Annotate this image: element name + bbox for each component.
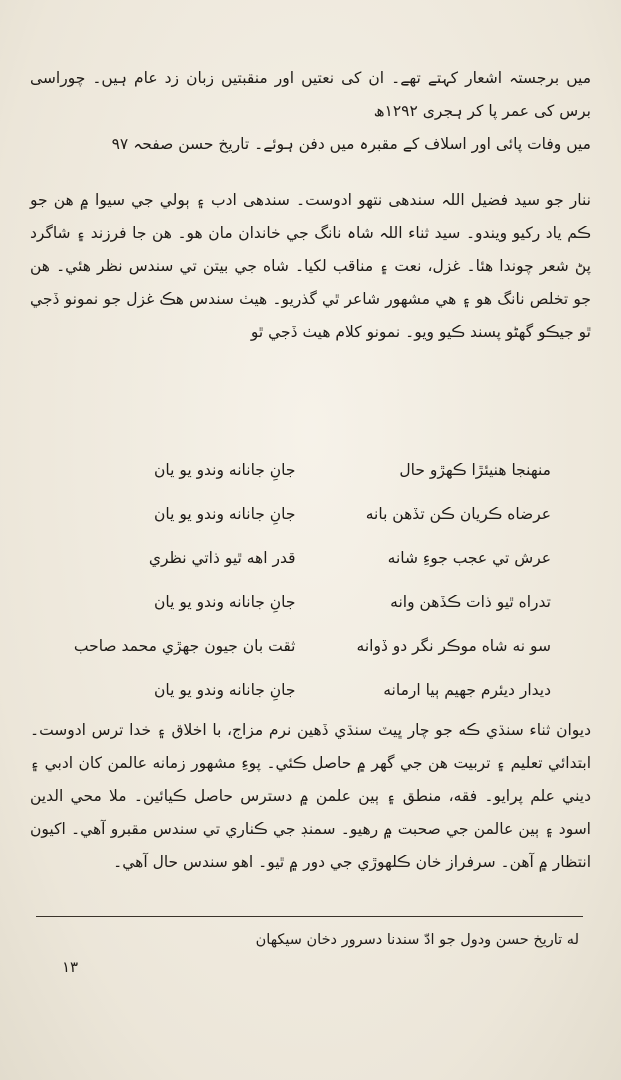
poem-hemistich-second: جانِ جانانه وندو يو يان	[153, 681, 296, 699]
poem-hemistich-second: جانِ جانانه وندو يو يان	[153, 593, 296, 611]
poem-couplet	[30, 624, 591, 668]
paragraph-3	[30, 714, 591, 879]
paragraph-1-line-1: میں برجستہ اشعار کہتے تھے۔ ان کی نعتیں اور منقبتیں زبان زد عام ہیں۔ چوراسی برس کی عمر پا کر ہجری ۱۲۹۲ھ	[30, 69, 591, 120]
poem-couplet	[30, 668, 591, 712]
poem-hemistich-second: جانِ جانانه وندو يو يان	[153, 461, 296, 479]
paragraph-1	[30, 62, 591, 161]
poem-hemistich-first: ديدار ديئرم جهيم ٻيا ارمانه	[383, 681, 551, 699]
footnote-divider	[36, 916, 583, 917]
poem-hemistich-first: منهنجا هنيئڙا ڪهڙو حال	[399, 461, 551, 479]
poem-hemistich-first: سو نه شاه موڪر نگر دو ڏوانه	[356, 637, 551, 655]
paragraph-1-line-2	[30, 128, 591, 161]
poem-hemistich-second: جانِ جانانه وندو يو يان	[153, 505, 296, 523]
paragraph-3-text: ديوان ثناء سنڌي ڪه جو چار ڀيٽ سنڌي ڏهين نرم مزاج، با اخلاق ۽ خدا ترس ادوست۔ ابتدائي تعليم ۽ تربيت هن جي گهر ۾ حاصل ڪئي۔ پوءِ مشهور زمانه عالمن کان ادبي ۽ ديني علم پرايو۔ فقه، منطق ۽ ٻين علمن ۾ دسترس حاصل ڪيائين۔ ملا محي الدين اسود ۽ ٻين عالمن جي صحبت ۾ رهيو۔ سمنڊ جي ڪناري تي سندس مقبرو آهي۔ اکيون انتظار ۾ آهن۔ سرفراز خان ڪلهوڙي جي دور ۾ ٿيو۔ اهو سندس حال آهي۔	[30, 721, 591, 871]
poem-couplet	[30, 580, 591, 624]
poem-couplet	[30, 448, 591, 492]
footnote: له تاریخ حسن ودول جو ادّ سندنا دسرور دخان سیکھان	[255, 932, 579, 948]
page-number: ۱۳	[62, 958, 79, 976]
poem-hemistich-first: عرضاه ڪريان ڪن تڏهن بانه	[365, 505, 551, 523]
poem-hemistich-first: عرش تي عجب جوءِ شانه	[387, 549, 551, 567]
poem-hemistich-second: قدر اهه ٿيو ذاتي نظري	[148, 549, 296, 567]
poem-couplet	[30, 492, 591, 536]
poem-hemistich-first: تدراه ٿيو ذات ڪڏهن وانه	[390, 593, 551, 611]
poem-couplet	[30, 536, 591, 580]
source-reference: تاریخ حسن صفحہ ۹۷	[111, 135, 250, 153]
paragraph-2-text: ننار جو سید فضیل اللہ سندھی نتھو ادوست۔ سندھی ادب ۽ ٻولي جي سيوا ۾ هن جو ڪم ياد رکيو ويندو۔ سيد ثناء اللہ شاہ نانگ جي خاندان مان هو۔ هن جا فرزند ۽ شاگرد پڻ شعر چوندا هئا۔ غزل، نعت ۽ مناقب لکيا۔ شاه جي بيتن تي سندس نظر هئي۔ هن جو تخلص نانگ هو ۽ هي مشهور شاعر ٿي گذريو۔ هيٺ سندس هڪ غزل جو نمونو ڏجي ٿو جيڪو گهڻو پسند ڪيو ويو۔ نمونو کلام هيٺ ڏجي ٿو	[30, 191, 591, 341]
paragraph-1-line-2-text: میں وفات پائی اور اسلاف کے مقبرہ میں دفن ہوئے۔	[254, 135, 591, 153]
paragraph-2	[30, 184, 591, 349]
poem-hemistich-second: ثقت بان جيون جهڙي محمد صاحب	[73, 637, 296, 655]
poem	[30, 448, 591, 712]
